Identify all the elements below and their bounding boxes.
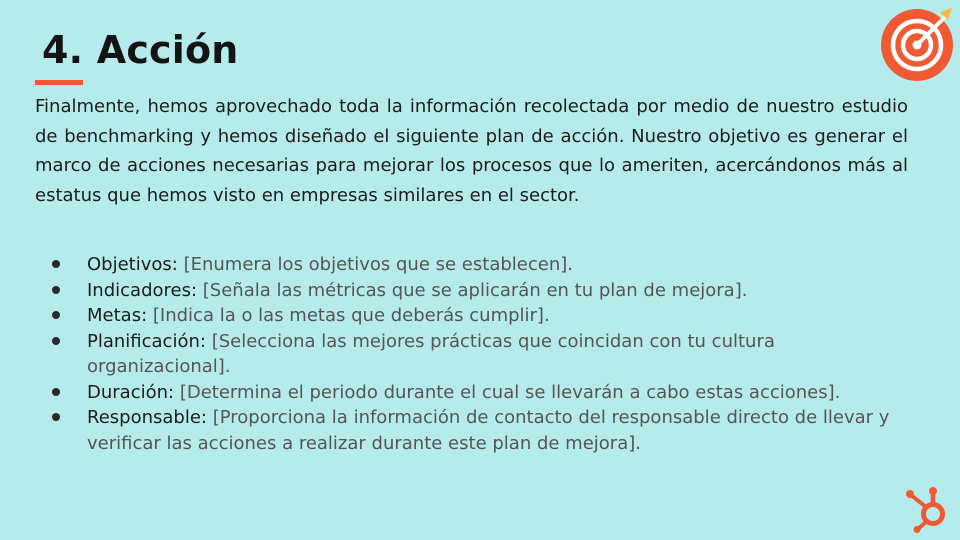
intro-paragraph: Finalmente, hemos aprovechado toda la información recolectada por medio de nuestro estudio de benchmarking y hemos diseñado el siguiente plan de acción. Nuestro objetivo es generar el marco de acciones necesarias para mejorar los procesos que lo ameriten, acercándonos más al estatus que hemos visto en empresas similares en el sector. [35, 96, 908, 206]
bullet-description: [Enumera los objetivos que se establecen]. [183, 254, 573, 275]
bullet-label: Duración: [87, 381, 175, 403]
title-underline [35, 80, 83, 85]
list-item [50, 278, 910, 304]
bullet-dot [52, 286, 60, 294]
bullet-list [50, 252, 910, 456]
bullet-description: [Selecciona las mejores prácticas que coincidan con tu cultura organizacional]. [87, 330, 775, 377]
bullet-description: [Determina el periodo durante el cual se llevarán a cabo estas acciones]. [179, 381, 841, 403]
hubspot-logo-icon [903, 484, 955, 534]
bullet-description: [Indica la o las metas que deberás cumplir]. [152, 305, 550, 326]
bullet-label: Metas: [87, 305, 148, 326]
list-item [50, 380, 910, 406]
bullet-dot [52, 260, 60, 268]
bullet-label: Planificación: [87, 330, 206, 352]
bullet-description: [Proporciona la información de contacto del responsable directo de llevar y verificar las acciones a realizar durante este plan de mejora]. [87, 407, 890, 454]
bullet-label: Responsable: [87, 407, 207, 428]
target-icon [880, 4, 958, 82]
bullet-label: Objetivos: [87, 254, 178, 275]
slide-title: 4. Acción [42, 28, 239, 72]
list-item [50, 303, 910, 329]
bullet-dot [52, 388, 60, 396]
bullet-dot [52, 311, 60, 319]
bullet-dot [52, 413, 60, 421]
bullet-description: [Señala las métricas que se aplicarán en tu plan de mejora]. [202, 279, 748, 301]
bullet-label: Indicadores: [87, 279, 198, 301]
list-item [50, 252, 910, 278]
list-item [50, 405, 910, 456]
list-item [50, 329, 910, 380]
bullet-dot [52, 337, 60, 345]
